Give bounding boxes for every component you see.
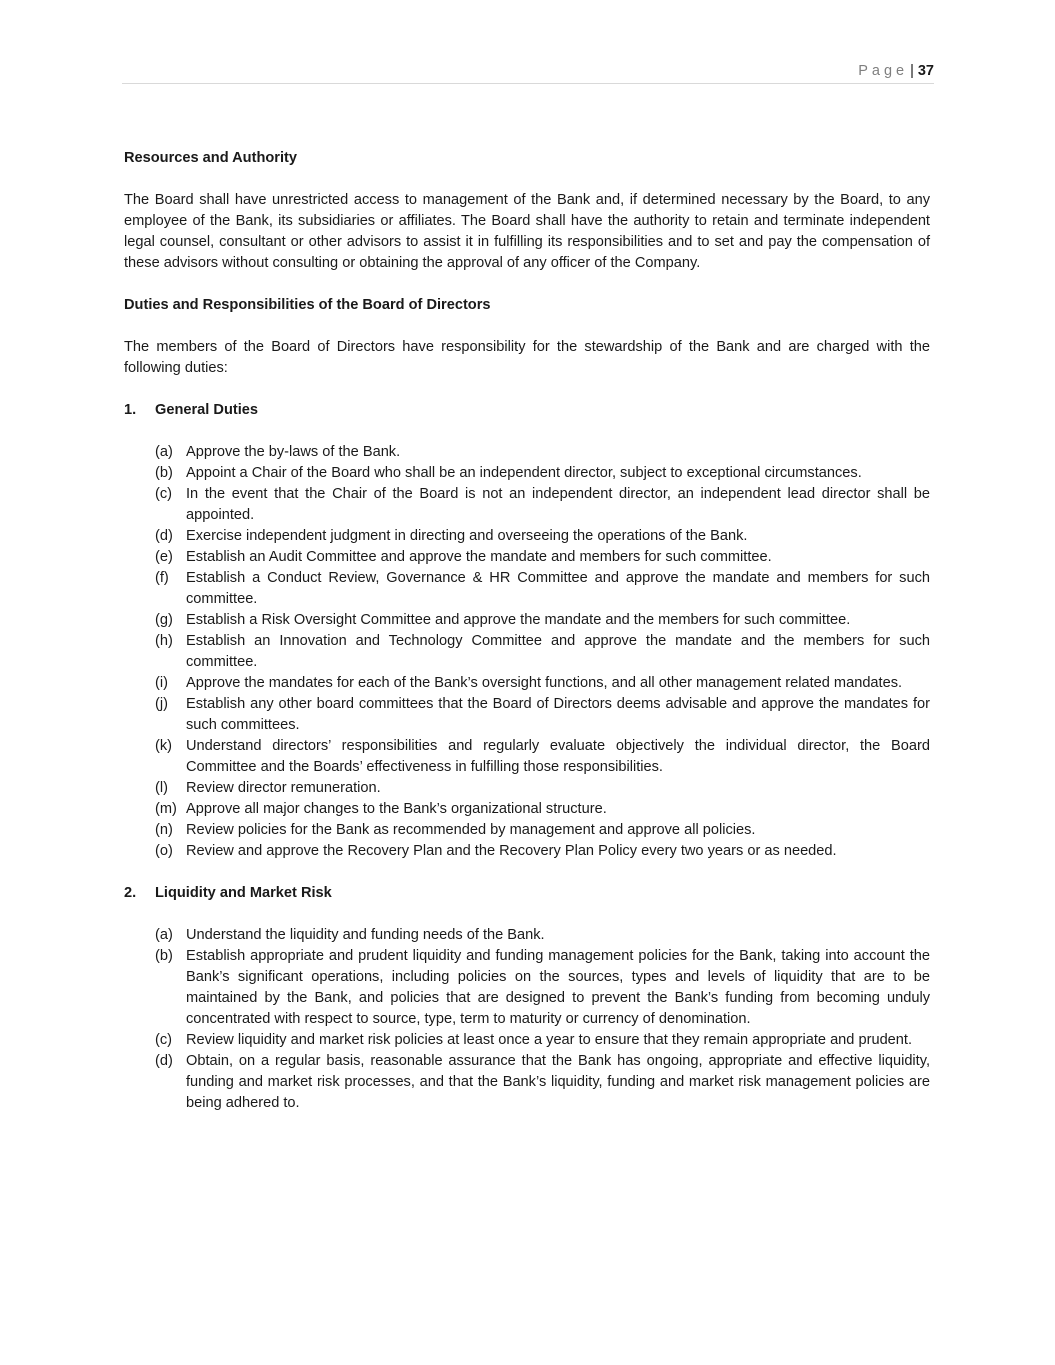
list-item: [124, 841, 930, 862]
duties-paragraph: The members of the Board of Directors have responsibility for the stewardship of the Bank and are charged with the following duties:: [124, 339, 930, 376]
item-text: Establish an Audit Committee and approve the mandate and members for such committee.: [186, 549, 772, 565]
general-duties-list: [124, 442, 930, 862]
item-label: (o): [155, 843, 173, 859]
list-item: [124, 820, 930, 841]
item-text: Approve all major changes to the Bank’s organizational structure.: [186, 801, 607, 817]
item-text: Approve the by-laws of the Bank.: [186, 444, 401, 460]
section-heading: [124, 400, 930, 421]
item-text: Establish a Risk Oversight Committee and approve the mandate and the members for such committee.: [186, 612, 851, 628]
item-text: Review and approve the Recovery Plan and the Recovery Plan Policy every two years or as needed.: [186, 843, 837, 859]
item-label: (d): [155, 528, 173, 544]
list-item: [124, 946, 930, 1030]
item-text: Establish an Innovation and Technology Committee and approve the mandate and the members for such committee.: [186, 633, 930, 670]
resources-heading: Resources and Authority: [124, 150, 297, 166]
page-number: 37: [917, 63, 934, 79]
item-text: Review policies for the Bank as recommended by management and approve all policies.: [186, 822, 756, 838]
item-text: Establish a Conduct Review, Governance & HR Committee and approve the mandate and members for such committee.: [186, 570, 930, 607]
item-label: (d): [155, 1053, 173, 1069]
item-text: Establish appropriate and prudent liquidity and funding management policies for the Bank, taking into account the Bank’s significant operations, including policies on the sources, types and levels of liquidity that are to be maintained by the Bank, and policies that are designed to prevent the Bank’s funding from becoming unduly concentrated with respect to source, type, term to maturity or currency of denomination.: [186, 948, 930, 1027]
list-item: [124, 631, 930, 673]
list-item: [124, 463, 930, 484]
item-text: Appoint a Chair of the Board who shall be an independent director, subject to exceptional circumstances.: [186, 465, 862, 481]
item-label: (j): [155, 696, 168, 712]
resources-paragraph: The Board shall have unrestricted access to management of the Bank and, if determined necessary by the Board, to any employee of the Bank, its subsidiaries or affiliates. The Board shall have the authority to retain and terminate independent legal counsel, consultant or other advisors to assist it in fulfilling its responsibilities and to set and pay the compensation of these advisors without consulting or obtaining the approval of any officer of the Company.: [124, 192, 930, 271]
item-text: Understand the liquidity and funding needs of the Bank.: [186, 927, 545, 943]
item-text: Understand directors’ responsibilities and regularly evaluate objectively the individual director, the Board Committee and the Boards’ effectiveness in fulfilling those responsibilities.: [186, 738, 930, 775]
item-text: Review liquidity and market risk policies at least once a year to ensure that they remain appropriate and prudent.: [186, 1032, 913, 1048]
item-label: (m): [155, 801, 177, 817]
section-number: 1.: [124, 402, 137, 418]
list-item: [124, 694, 930, 736]
section-heading: [124, 883, 930, 904]
list-item: [124, 799, 930, 820]
page-label: Page: [858, 63, 909, 79]
item-text: Approve the mandates for each of the Bank’s oversight functions, and all other management related mandates.: [186, 675, 903, 691]
item-label: (l): [155, 780, 168, 796]
item-label: (g): [155, 612, 173, 628]
document-body: [124, 148, 930, 1114]
item-text: In the event that the Chair of the Board is not an independent director, an independent lead director shall be appointed.: [186, 486, 930, 523]
item-label: (b): [155, 948, 173, 964]
list-item: [124, 1030, 930, 1051]
item-label: (k): [155, 738, 173, 754]
item-label: (n): [155, 822, 173, 838]
item-label: (i): [155, 675, 168, 691]
list-item: [124, 442, 930, 463]
item-text: Establish any other board committees that the Board of Directors deems advisable and approve the mandates for such committees.: [186, 696, 930, 733]
list-item: [124, 778, 930, 799]
page-separator: |: [910, 63, 914, 79]
item-label: (a): [155, 444, 173, 460]
section-title: General Duties: [155, 402, 259, 418]
item-label: (f): [155, 570, 169, 586]
liquidity-risk-list: [124, 925, 930, 1114]
section-title: Liquidity and Market Risk: [155, 885, 332, 901]
item-label: (b): [155, 465, 173, 481]
item-label: (a): [155, 927, 173, 943]
list-item: [124, 568, 930, 610]
list-item: [124, 484, 930, 526]
item-text: Exercise independent judgment in directing and overseeing the operations of the Bank.: [186, 528, 748, 544]
list-item: [124, 1051, 930, 1114]
list-item: [124, 526, 930, 547]
item-label: (e): [155, 549, 173, 565]
list-item: [124, 610, 930, 631]
item-label: (c): [155, 1032, 173, 1048]
page-header: [122, 62, 934, 84]
item-text: Obtain, on a regular basis, reasonable assurance that the Bank has ongoing, appropriate and effective liquidity, funding and market risk processes, and that the Bank’s liquidity, funding and market risk management policies are being adhered to.: [186, 1053, 930, 1111]
list-item: [124, 925, 930, 946]
list-item: [124, 547, 930, 568]
duties-heading: Duties and Responsibilities of the Board of Directors: [124, 297, 491, 313]
item-label: (c): [155, 486, 173, 502]
list-item: [124, 736, 930, 778]
item-label: (h): [155, 633, 173, 649]
section-number: 2.: [124, 885, 137, 901]
item-text: Review director remuneration.: [186, 780, 381, 796]
list-item: [124, 673, 930, 694]
